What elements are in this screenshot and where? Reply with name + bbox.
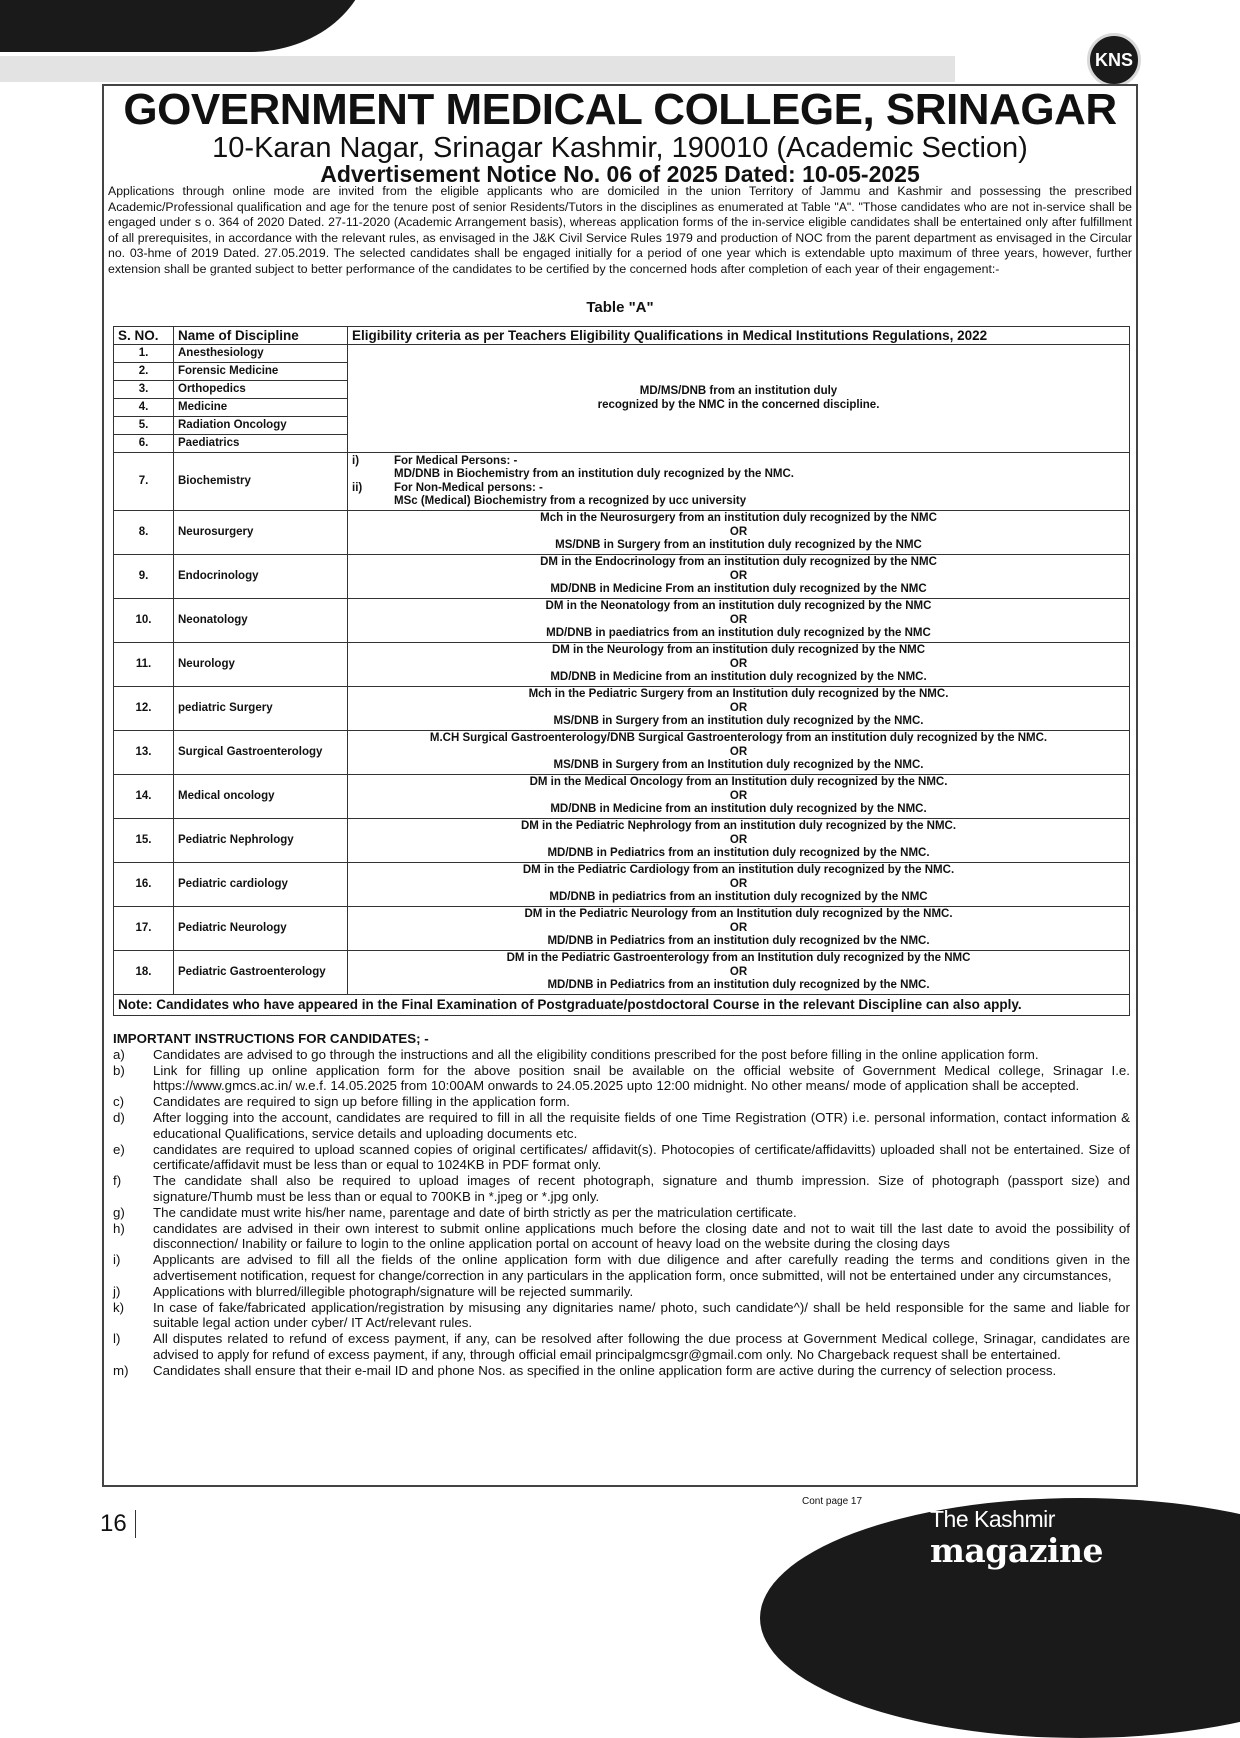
instruction-marker: e) bbox=[113, 1141, 125, 1157]
instructions-list bbox=[113, 1047, 1130, 1379]
instruction-text: Applicants are advised to fill all the fields of the online application form with due diligence and after carefully reading the terms and conditions given in the advertisement notification, request for change/correction in any particulars in the application form, once submitted, will not be entertained under any circumstances, bbox=[153, 1252, 1130, 1283]
instruction-item bbox=[113, 1142, 1130, 1174]
criteria-line: MD/DNB in Medicine From an institution duly recognized by the NMC bbox=[550, 583, 927, 596]
criteria-cell bbox=[348, 775, 1130, 819]
instruction-marker: m) bbox=[113, 1362, 129, 1378]
header-sno: S. NO. bbox=[114, 327, 174, 345]
criteria-cell bbox=[348, 863, 1130, 907]
instruction-item bbox=[113, 1331, 1130, 1363]
line-marker bbox=[352, 495, 394, 509]
criteria-line: Mch in the Neurosurgery from an institution duly recognized by the NMC bbox=[540, 512, 937, 525]
discipline-cell: Orthopedics bbox=[174, 381, 348, 399]
instruction-item bbox=[113, 1110, 1130, 1142]
discipline-cell: Pediatric Nephrology bbox=[174, 819, 348, 863]
discipline-cell: Forensic Medicine bbox=[174, 363, 348, 381]
criteria-cell bbox=[348, 453, 1130, 511]
criteria-cell bbox=[348, 951, 1130, 995]
criteria-cell bbox=[348, 599, 1130, 643]
criteria-line: OR bbox=[729, 965, 748, 978]
line-text: MSc (Medical) Biochemistry from a recognized by ucc university bbox=[394, 495, 747, 507]
page-number: 16 bbox=[100, 1510, 136, 1538]
discipline-cell: Surgical Gastroenterology bbox=[174, 731, 348, 775]
magazine-brand bbox=[930, 1506, 1103, 1570]
table-row bbox=[114, 345, 1130, 363]
college-address: 10-Karan Nagar, Srinagar Kashmir, 190010 (Academic Section) bbox=[212, 132, 1028, 164]
sno-cell: 14. bbox=[114, 775, 174, 819]
criteria-line: DM in the Neonatology from an institution duly recognized by the NMC bbox=[545, 600, 932, 613]
instruction-marker: f) bbox=[113, 1173, 122, 1189]
criteria-cell bbox=[348, 511, 1130, 555]
sno-cell: 17. bbox=[114, 907, 174, 951]
note-row bbox=[114, 995, 1130, 1016]
table-row bbox=[114, 687, 1130, 731]
table-note: Note: Candidates who have appeared in the Final Examination of Postgraduate/postdoctoral Course in the relevant Discipline can also apply. bbox=[114, 995, 1130, 1016]
sno-cell: 3. bbox=[114, 381, 174, 399]
kns-logo bbox=[1087, 33, 1141, 87]
line-text: For Medical Persons: - bbox=[394, 454, 518, 467]
instruction-text: candidates are advised in their own interest to submit online applications much before the closing date and not to wait till the last date to avoid the possibility of disconnection/ Inability or failure to login to the online application portal on account of heavy load on the website during the closing days bbox=[153, 1220, 1130, 1252]
instruction-item bbox=[113, 1300, 1130, 1332]
instruction-marker: k) bbox=[113, 1299, 125, 1315]
header-criteria: Eligibility criteria as per Teachers Eligibility Qualifications in Medical Institutions Regulations, 2022 bbox=[348, 327, 1130, 345]
criteria-cell bbox=[348, 687, 1130, 731]
table-row bbox=[114, 863, 1130, 907]
criteria-line: DM in the Neurology from an institution duly recognized by the NMC bbox=[551, 644, 926, 657]
instruction-marker: g) bbox=[113, 1204, 125, 1220]
brand-line-1: The Kashmir bbox=[930, 1506, 1055, 1532]
sno-cell: 16. bbox=[114, 863, 174, 907]
college-title: GOVERNMENT MEDICAL COLLEGE, SRINAGAR bbox=[123, 85, 1117, 134]
discipline-cell: Neonatology bbox=[174, 599, 348, 643]
header-discipline: Name of Discipline bbox=[174, 327, 348, 345]
criteria-line: MD/DNB in paediatrics from an institution duly recognized by the NMC bbox=[546, 627, 931, 640]
instruction-item bbox=[113, 1284, 1130, 1300]
criteria-line: DM in the Pediatric Cardiology from an institution duly recognized by the NMC. bbox=[522, 864, 955, 877]
instruction-item bbox=[113, 1047, 1130, 1063]
discipline-cell: Biochemistry bbox=[174, 453, 348, 511]
discipline-cell: Endocrinology bbox=[174, 555, 348, 599]
table-row bbox=[114, 643, 1130, 687]
instruction-text: In case of fake/fabricated application/registration by misusing any dignitaries name/ photo, such candidate^)/ shall be held responsible for the same and liable for suitable legal action under cyber/ IT Act/relevant rules. bbox=[153, 1299, 1130, 1331]
sno-cell: 11. bbox=[114, 643, 174, 687]
table-row bbox=[114, 511, 1130, 555]
instruction-text: Applications with blurred/illegible photograph/signature will be rejected summarily. bbox=[153, 1283, 634, 1299]
criteria-cell bbox=[348, 345, 1130, 453]
instruction-text: Candidates shall ensure that their e-mail ID and phone Nos. as specified in the online application form are active during the currency of selection process. bbox=[153, 1362, 1057, 1378]
criteria-line: OR bbox=[729, 569, 748, 582]
sno-cell: 5. bbox=[114, 417, 174, 435]
instruction-text: candidates are required to upload scanned copies of original certificates/ affidavit(s). Photocopies of certificate/affidavitts) uploaded shall not be entertained. Size of certificate/affidavit must be less than or equal to 1024KB in PDF format only. bbox=[153, 1141, 1130, 1173]
instruction-item bbox=[113, 1221, 1130, 1253]
sno-cell: 4. bbox=[114, 399, 174, 417]
sno-cell: 2. bbox=[114, 363, 174, 381]
notice-number: Advertisement Notice No. 06 of 2025 Dated: 10-05-2025 bbox=[320, 161, 920, 187]
criteria-line bbox=[352, 482, 1125, 496]
discipline-cell: pediatric Surgery bbox=[174, 687, 348, 731]
discipline-cell: Pediatric Gastroenterology bbox=[174, 951, 348, 995]
criteria-line: recognized by the NMC in the concerned discipline. bbox=[597, 398, 880, 411]
instruction-marker: i) bbox=[113, 1252, 121, 1268]
criteria-line: DM in the Pediatric Gastroenterology from an Institution duly recognized by the NMC bbox=[506, 952, 971, 965]
sno-cell: 7. bbox=[114, 453, 174, 511]
sno-cell: 8. bbox=[114, 511, 174, 555]
instruction-marker: d) bbox=[113, 1109, 125, 1125]
discipline-cell: Medical oncology bbox=[174, 775, 348, 819]
criteria-line bbox=[352, 455, 1125, 469]
criteria-line: MD/DNB in Pediatrics from an institution duly recognized bv the NMC. bbox=[547, 935, 930, 948]
instruction-item bbox=[113, 1173, 1130, 1205]
criteria-line: MS/DNB in Surgery from an Institution duly recognized by the NMC. bbox=[553, 759, 924, 772]
criteria-line: OR bbox=[729, 921, 748, 934]
sno-cell: 1. bbox=[114, 345, 174, 363]
sno-cell: 18. bbox=[114, 951, 174, 995]
instruction-text: All disputes related to refund of excess payment, if any, can be resolved after following the due process at Government Medical college, Srinagar, candidates are advised to apply for refund of excess payment, if any, through official email principalgmcsgr@gmail.com only. No Chargeback request shall be entertained. bbox=[153, 1331, 1130, 1362]
discipline-cell: Pediatric cardiology bbox=[174, 863, 348, 907]
table-row bbox=[114, 453, 1130, 511]
criteria-line bbox=[352, 495, 1125, 509]
discipline-cell: Medicine bbox=[174, 399, 348, 417]
line-marker: i) bbox=[352, 454, 360, 467]
table-caption: Table "A" bbox=[586, 299, 654, 316]
discipline-cell: Pediatric Neurology bbox=[174, 907, 348, 951]
instruction-marker: a) bbox=[113, 1046, 125, 1062]
criteria-cell bbox=[348, 643, 1130, 687]
criteria-line: MD/DNB in Pediatrics from an institution duly recognized by the NMC. bbox=[547, 847, 930, 860]
criteria-line: MD/DNB in pediatrics from an institution duly recognized by the NMC bbox=[549, 891, 928, 904]
table-row bbox=[114, 599, 1130, 643]
line-marker bbox=[352, 468, 394, 482]
criteria-line: MD/DNB in Medicine from an institution duly recognized by the NMC. bbox=[550, 803, 927, 816]
criteria-line: DM in the Medical Oncology from an Institution duly recognized by the NMC. bbox=[529, 776, 948, 789]
brand-line-2: magazine bbox=[930, 1531, 1104, 1570]
instruction-item bbox=[113, 1063, 1130, 1095]
continued-note: Cont page 17 bbox=[802, 1496, 863, 1507]
corner-decoration bbox=[0, 0, 370, 52]
criteria-line: MD/DNB in Medicine from an institution duly recognized by the NMC. bbox=[550, 671, 927, 684]
criteria-line: OR bbox=[729, 833, 748, 846]
sno-cell: 10. bbox=[114, 599, 174, 643]
criteria-line: MD/DNB in Pediatrics from an institution duly recognized by the NMC. bbox=[547, 979, 930, 992]
instruction-marker: c) bbox=[113, 1094, 125, 1110]
criteria-line: OR bbox=[729, 745, 748, 758]
eligibility-table bbox=[113, 326, 1130, 1016]
criteria-line: MD/MS/DNB from an institution duly bbox=[639, 385, 838, 397]
criteria-line: OR bbox=[729, 701, 748, 714]
discipline-cell: Anesthesiology bbox=[174, 345, 348, 363]
instruction-item bbox=[113, 1094, 1130, 1110]
criteria-line: OR bbox=[729, 613, 748, 626]
table-body bbox=[114, 345, 1130, 1016]
sno-cell: 6. bbox=[114, 435, 174, 453]
discipline-cell: Neurosurgery bbox=[174, 511, 348, 555]
discipline-cell: Radiation Oncology bbox=[174, 417, 348, 435]
instructions-section bbox=[113, 1031, 1130, 1379]
criteria-cell bbox=[348, 555, 1130, 599]
instruction-marker: j) bbox=[113, 1283, 121, 1299]
instruction-marker: h) bbox=[113, 1220, 125, 1236]
instruction-text: Candidates are advised to go through the instructions and all the eligibility conditions prescribed for the post before filling in the online application form. bbox=[153, 1046, 1039, 1062]
instruction-marker: l) bbox=[113, 1331, 121, 1347]
instruction-marker: b) bbox=[113, 1062, 125, 1078]
criteria-line: OR bbox=[729, 657, 748, 670]
sno-cell: 15. bbox=[114, 819, 174, 863]
intro-paragraph: Applications through online mode are invited from the eligible applicants who are domiciled in the union Territory of Jammu and Kashmir and possessing the prescribed Academic/Professional qualification and age for the tenure post of senior Residents/Tutors in the disciplines as enumerated at Table "A". "Those candidates who are not in-service shall be engaged under s o. 364 of 2020 Dated. 27-11-2020 (Academic Arrangement basis), whereas application forms of the in-service eligible candidates shall be entertained only after fulfillment of all prerequisites, in accordance with the relevant rules, as envisaged in the J&K Civil Service Rules 1979 and production of NOC from the parent department as envisaged in the Circular no. 03-hme of 2019 Dated. 27.05.2019. The selected candidates shall be engaged initially for a period of one year which is extendable upto maximum of three years, however, further extension shall be granted subject to better performance of the candidates to be certified by the concerned hods after completion of each year of their engagement:- bbox=[108, 184, 1132, 276]
table-row bbox=[114, 775, 1130, 819]
criteria-line: OR bbox=[729, 877, 748, 890]
discipline-cell: Neurology bbox=[174, 643, 348, 687]
sno-cell: 13. bbox=[114, 731, 174, 775]
criteria-line: Mch in the Pediatric Surgery from an Institution duly recognized by the NMC. bbox=[528, 688, 949, 701]
discipline-cell: Paediatrics bbox=[174, 435, 348, 453]
instruction-text: Link for filling up online application form for the above position snail be available on the official website of Government Medical college, Srinagar I.e. https://www.gmcs.ac.in/ w.e.f. 14.05.2025 from 10:00AM onwards to 24.05.2025 upto 12:00 midnight. No other means/ mode of application shall be accepted. bbox=[153, 1062, 1130, 1094]
kns-logo-text: KNS bbox=[1094, 49, 1133, 70]
criteria-cell bbox=[348, 907, 1130, 951]
criteria-cell bbox=[348, 731, 1130, 775]
table-row bbox=[114, 907, 1130, 951]
sno-cell: 9. bbox=[114, 555, 174, 599]
criteria-line bbox=[352, 468, 1125, 482]
criteria-line: DM in the Endocrinology from an institution duly recognized by the NMC bbox=[540, 556, 937, 569]
instruction-text: After logging into the account, candidates are required to fill in all the requisite fields of one Time Registration (OTR) i.e. personal information, contact information & educational Qualifications, service details and uploading documents etc. bbox=[153, 1109, 1130, 1141]
instruction-item bbox=[113, 1252, 1130, 1284]
sno-cell: 12. bbox=[114, 687, 174, 731]
instruction-text: Candidates are required to sign up before filling in the application form. bbox=[153, 1094, 570, 1110]
table-header-row bbox=[114, 327, 1130, 345]
criteria-line: DM in the Pediatric Neurology from an Institution duly recognized by the NMC. bbox=[524, 908, 953, 921]
instruction-item bbox=[113, 1205, 1130, 1221]
table-row bbox=[114, 951, 1130, 995]
criteria-line: MS/DNB in Surgery from an institution duly recognized by the NMC. bbox=[553, 715, 924, 728]
line-text: MD/DNB in Biochemistry from an institution duly recognized by the NMC. bbox=[394, 468, 794, 480]
criteria-line: DM in the Pediatric Nephrology from an institution duly recognized by the NMC. bbox=[520, 820, 957, 833]
line-text: For Non-Medical persons: - bbox=[394, 481, 543, 494]
instruction-item bbox=[113, 1363, 1130, 1379]
instruction-text: The candidate must write his/her name, parentage and date of birth strictly as per the matriculation certificate. bbox=[153, 1204, 797, 1220]
top-strip bbox=[0, 56, 955, 82]
table-row bbox=[114, 819, 1130, 863]
table-row bbox=[114, 731, 1130, 775]
advertisement-notice bbox=[102, 84, 1138, 1487]
criteria-cell bbox=[348, 819, 1130, 863]
table-row bbox=[114, 555, 1130, 599]
line-marker: ii) bbox=[352, 481, 363, 494]
criteria-line: MS/DNB in Surgery from an institution duly recognized by the NMC bbox=[555, 539, 922, 552]
instruction-text: The candidate shall also be required to upload images of recent photograph, signature and thumb impression. Size of photograph (passport size) and signature/Thumb must be less than or equal to 700KB in *.jpeg or *.jpg only. bbox=[153, 1173, 1130, 1204]
criteria-line: M.CH Surgical Gastroenterology/DNB Surgical Gastroenterology from an institution duly recognized by the NMC. bbox=[429, 732, 1048, 745]
criteria-line: OR bbox=[729, 789, 748, 802]
instructions-heading: IMPORTANT INSTRUCTIONS FOR CANDIDATES; - bbox=[113, 1031, 429, 1046]
criteria-line: OR bbox=[729, 525, 748, 538]
